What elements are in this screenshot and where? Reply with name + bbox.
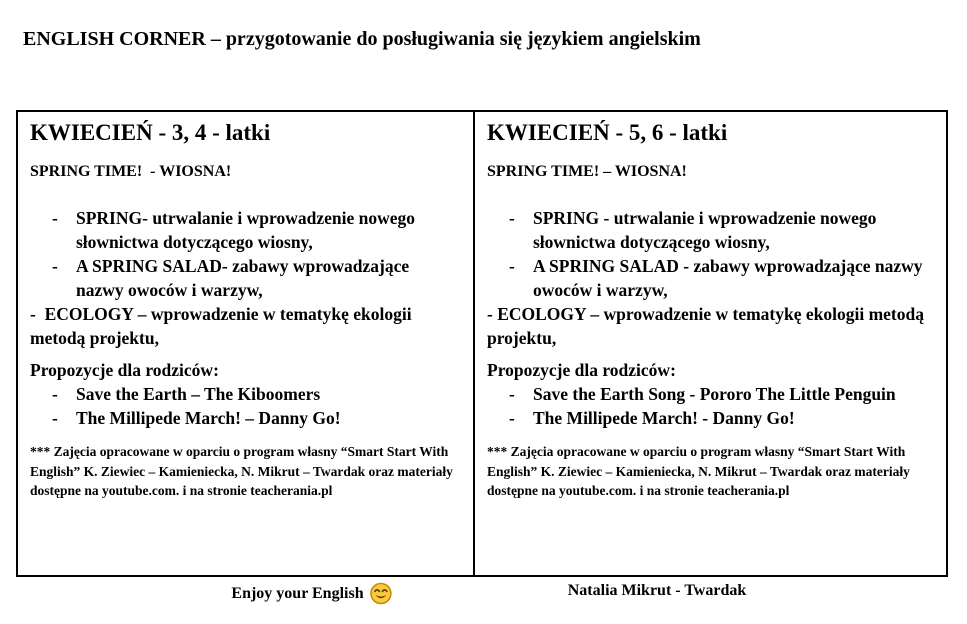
smiling-face-emoji xyxy=(370,582,393,605)
bullet-dash: - xyxy=(509,384,515,404)
activity-text: SPRING - utrwalanie i wprowadzenie nowego słownictwa dotyczącego wiosny, xyxy=(533,208,881,252)
bullet-dash: - xyxy=(509,208,515,228)
footer-enjoy-line xyxy=(231,582,392,605)
program-footnote: *** Zajęcia opracowane w oparciu o program własny “Smart Start With English” K. Ziewiec – Kamieniecka, N. Mikrut – Twardak oraz materiały dostępne na youtube.com. i na stronie teacherania.pl xyxy=(487,444,910,498)
activity-item xyxy=(487,254,934,302)
footer xyxy=(0,582,967,612)
activity-item xyxy=(30,254,461,302)
activity-text: A SPRING SALAD- zabawy wprowadzające nazwy owoców i warzyw, xyxy=(76,256,414,300)
ecology-note: - ECOLOGY – wprowadzenie w tematykę ekologii metodą projektu, xyxy=(487,304,929,348)
bullet-dash: - xyxy=(52,208,58,228)
program-footnote: *** Zajęcia opracowane w oparciu o program własny “Smart Start With English” K. Ziewiec – Kamieniecka, N. Mikrut – Twardak oraz materiały dostępne na youtube.com. i na stronie teacherania.pl xyxy=(30,444,453,498)
bullet-dash: - xyxy=(509,408,515,428)
parents-section-header: Propozycje dla rodziców: xyxy=(30,360,219,380)
column-5-6-latki xyxy=(475,112,946,575)
song-text: Save the Earth Song - Pororo The Little Penguin xyxy=(533,384,896,404)
song-text: The Millipede March! – Danny Go! xyxy=(76,408,341,428)
theme-line: SPRING TIME! – WIOSNA! xyxy=(487,163,687,180)
parents-section-header: Propozycje dla rodziców: xyxy=(487,360,676,380)
footer-author: Natalia Mikrut - Twardak xyxy=(567,582,747,599)
song-text: The Millipede March! - Danny Go! xyxy=(533,408,795,428)
footer-enjoy-text: Enjoy your English xyxy=(231,584,364,602)
bullet-dash: - xyxy=(52,256,58,276)
parents-song-item xyxy=(30,406,461,430)
parents-song-item xyxy=(30,382,461,406)
parents-song-item xyxy=(487,382,934,406)
bullet-dash: - xyxy=(509,256,515,276)
theme-line: SPRING TIME! - WIOSNA! xyxy=(30,163,232,180)
ecology-note: - ECOLOGY – wprowadzenie w tematykę ekologii metodą projektu, xyxy=(30,304,416,348)
bullet-dash: - xyxy=(52,408,58,428)
song-text: Save the Earth – The Kiboomers xyxy=(76,384,321,404)
activity-item xyxy=(487,206,934,254)
bullet-dash: - xyxy=(52,384,58,404)
schedule-table xyxy=(16,110,948,577)
column-3-4-latki xyxy=(18,112,475,575)
parents-song-item xyxy=(487,406,934,430)
activity-item xyxy=(30,206,461,254)
column-header: KWIECIEŃ - 3, 4 - latki xyxy=(30,120,271,145)
column-header: KWIECIEŃ - 5, 6 - latki xyxy=(487,120,728,145)
activity-text: SPRING- utrwalanie i wprowadzenie nowego słownictwa dotyczącego wiosny, xyxy=(76,208,420,252)
activity-text: A SPRING SALAD - zabawy wprowadzające nazwy owoców i warzyw, xyxy=(533,256,927,300)
page-title: ENGLISH CORNER – przygotowanie do posługiwania się językiem angielskim xyxy=(23,28,701,50)
